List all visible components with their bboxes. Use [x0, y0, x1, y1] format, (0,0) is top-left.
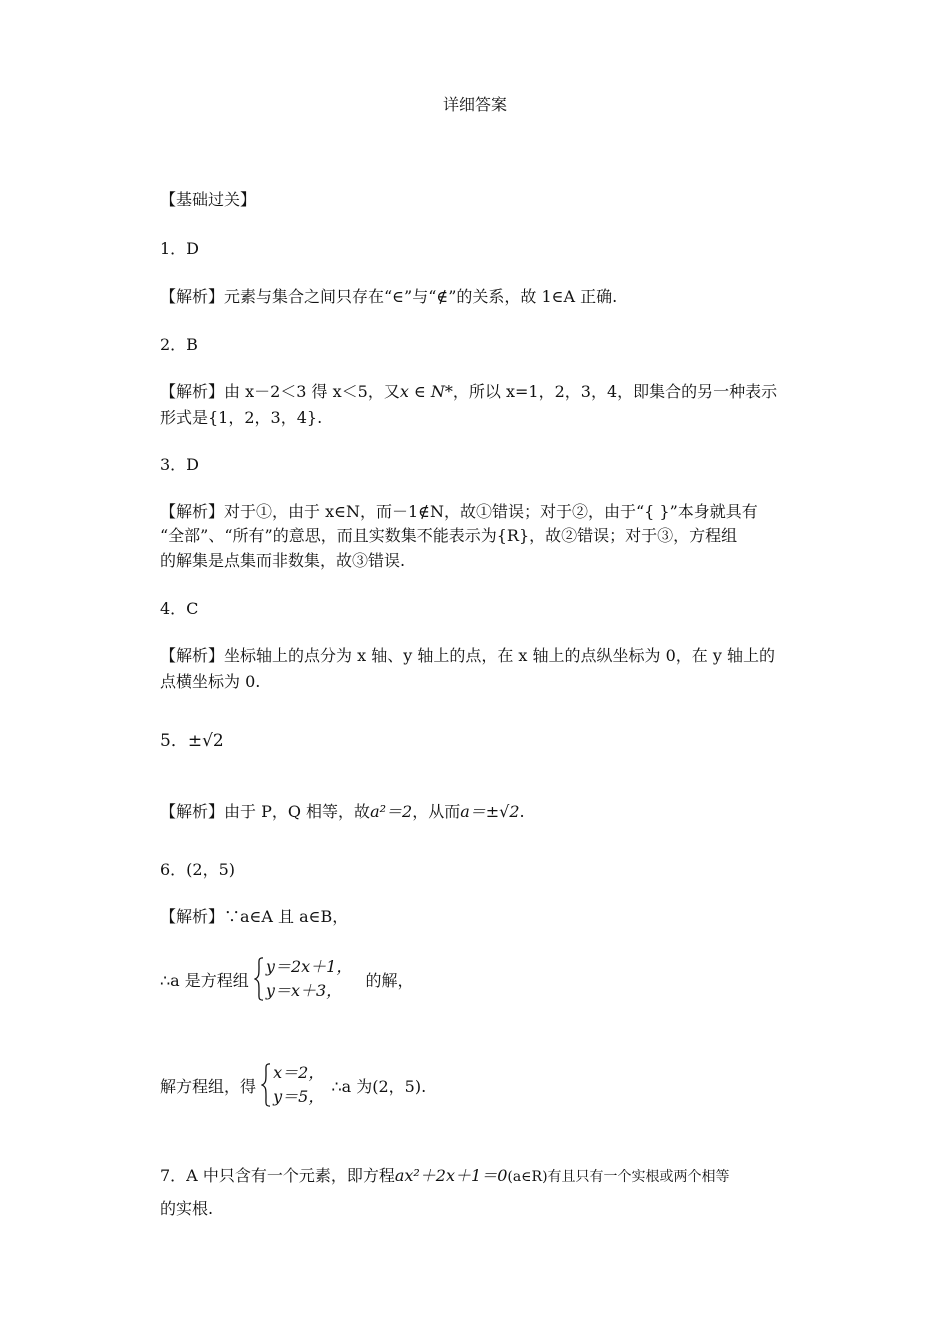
item-7-line-1 — [160, 1163, 730, 1190]
explanation-text: 解方程组，得 — [160, 1076, 257, 1096]
explanation-text: 的解， — [365, 970, 414, 990]
explanation-text: ∴a 为(2，5). — [331, 1076, 427, 1096]
explanation-6-line-3 — [160, 1061, 426, 1109]
math-expression: a²＝2 — [370, 802, 413, 821]
page-title: 详细答案 — [442, 95, 507, 114]
equation-row: y＝2x＋1， — [265, 957, 353, 976]
answer-1: 1．D — [160, 239, 200, 258]
explanation-text: 7．A 中只含有一个元素，即方程 — [160, 1166, 395, 1185]
answer-4: 4．C — [160, 599, 199, 618]
explanation-3-line-2: “全部”、“所有”的意思，而且实数集不能表示为{R}，故②错误；对于③，方程组 — [160, 526, 738, 545]
explanation-6-line-2 — [160, 955, 413, 1003]
explanation-text: . — [519, 802, 525, 821]
equation-system-1 — [254, 955, 352, 1003]
explanation-text: 【解析】由 x－2＜3 得 x＜5，又 — [160, 382, 400, 401]
answer-2: 2．B — [160, 335, 198, 354]
answer-6: 6．(2，5) — [160, 860, 236, 879]
explanation-4-line-2: 点横坐标为 0. — [160, 672, 261, 691]
equation-row: y＝x＋3， — [265, 981, 343, 1000]
answer-3: 3．D — [160, 455, 200, 474]
equation-row: x＝2， — [273, 1063, 325, 1082]
explanation-text: ，从而 — [412, 802, 461, 821]
left-brace-icon — [261, 1063, 271, 1107]
item-7-line-2: 的实根. — [160, 1199, 214, 1218]
math-expression: x ∈ N* — [399, 382, 453, 401]
explanation-1: 【解析】元素与集合之间只存在“∈”与“∉”的关系，故 1∈A 正确. — [160, 287, 618, 306]
explanation-5 — [160, 799, 525, 825]
explanation-text: ∴a 是方程组 — [160, 970, 249, 990]
explanation-text: 【解析】由于 P，Q 相等，故 — [160, 802, 371, 821]
math-expression: ax²＋2x＋1＝0 — [394, 1166, 508, 1185]
explanation-6-line-1: 【解析】∵a∈A 且 a∈B， — [160, 907, 349, 926]
math-expression: a＝±√2 — [460, 802, 520, 821]
explanation-2-line-1 — [160, 379, 777, 405]
explanation-2-line-2: 形式是{1，2，3，4}. — [160, 408, 323, 427]
explanation-3-line-1: 【解析】对于①，由于 x∈N，而－1∉N，故①错误；对于②，由于“{ }”本身就具有 — [160, 502, 758, 521]
equation-system-2 — [261, 1061, 324, 1109]
answer-label: 5． — [160, 731, 188, 751]
answer-5 — [160, 728, 224, 754]
explanation-text: (a∈R)有且只有一个实根或两个相等 — [507, 1169, 730, 1185]
left-brace-icon — [254, 957, 264, 1001]
math-expression: ±√2 — [187, 731, 224, 751]
explanation-3-line-3: 的解集是点集而非数集，故③错误. — [160, 551, 406, 570]
explanation-4-line-1: 【解析】坐标轴上的点分为 x 轴、y 轴上的点，在 x 轴上的点纵坐标为 0，在 y 轴上的 — [160, 646, 775, 665]
explanation-text: ，所以 x=1，2，3，4，即集合的另一种表示 — [452, 382, 778, 401]
equation-row: y＝5， — [273, 1087, 325, 1106]
section-heading: 【基础过关】 — [160, 190, 257, 209]
